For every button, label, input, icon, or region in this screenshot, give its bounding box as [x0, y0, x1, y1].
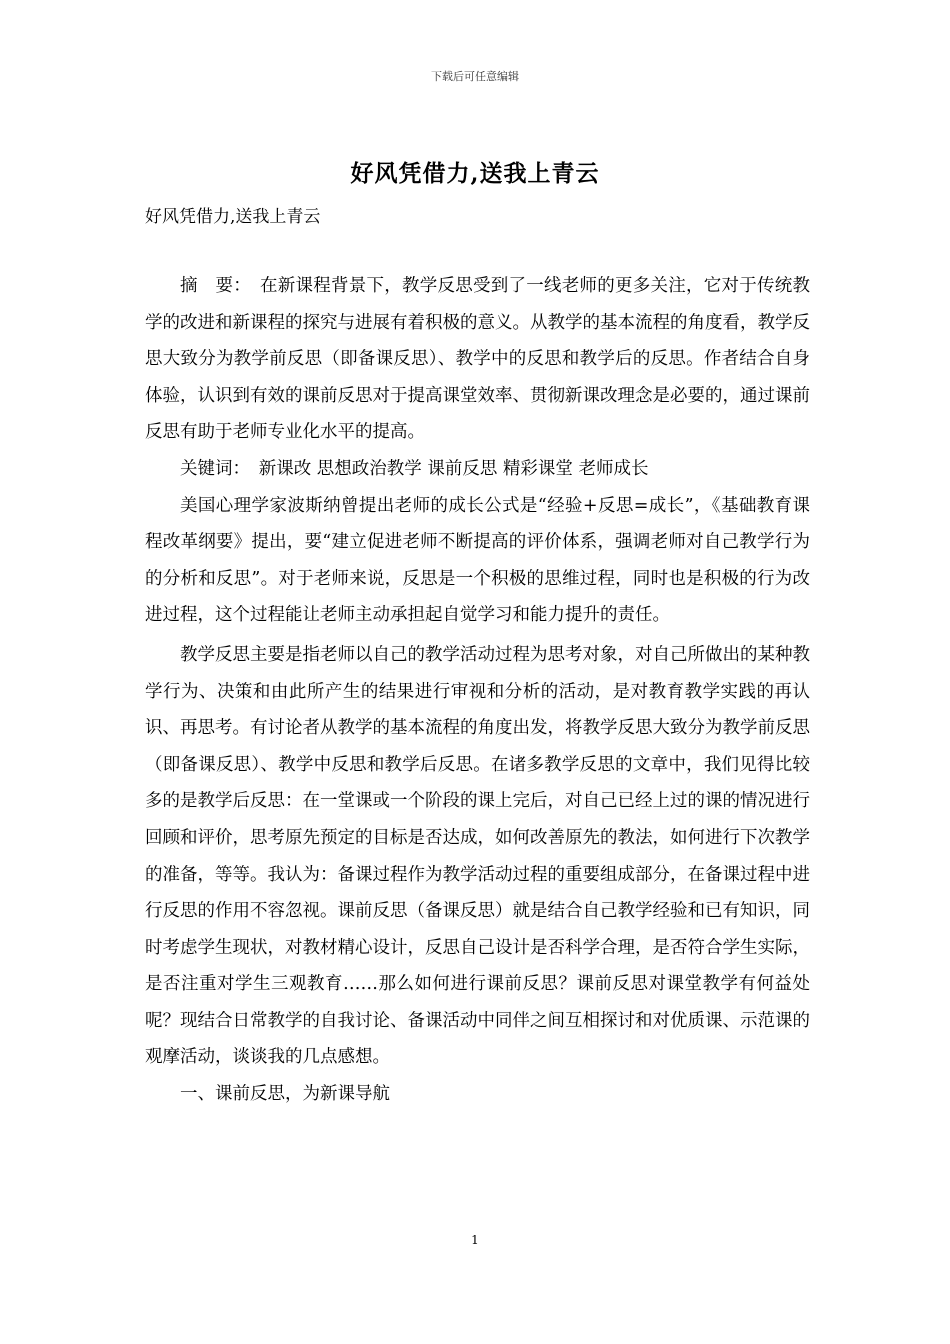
document-body: [145, 268, 810, 1113]
document-subtitle: 好风凭借力,送我上青云: [145, 207, 321, 227]
header-note: 下载后可任意编辑: [431, 70, 519, 83]
body-paragraph: 教学反思主要是指老师以自己的教学活动过程为思考对象，对自己所做出的某种教学行为、决策和由此所产生的结果进行审视和分析的活动，是对教育教学实践的再认识、再思考。有讨论者从教学的基本流程的角度出发，将教学反思大致分为教学前反思（即备课反思）、教学中反思和教学后反思。在诸多教学反思的文章中，我们见得比较多的是教学后反思：在一堂课或一个阶段的课上完后，对自己已经上过的课的情况进行回顾和评价，思考原先预定的目标是否达成，如何改善原先的教法，如何进行下次教学的准备，等等。我认为：备课过程作为教学活动过程的重要组成部分，在备课过程中进行反思的作用不容忽视。课前反思（备课反思）就是结合自己教学经验和已有知识，同时考虑学生现状，对教材精心设计，反思自己设计是否科学合理，是否符合学生实际，是否注重对学生三观教育……那么如何进行课前反思？课前反思对课堂教学有何益处呢？现结合日常教学的自我讨论、备课活动中同伴之间互相探讨和对优质课、示范课的观摩活动，谈谈我的几点感想。: [145, 644, 810, 1068]
keywords-paragraph: 关键词： 新课改 思想政治教学 课前反思 精彩课堂 老师成长: [180, 458, 649, 479]
document-title: 好风凭借力,送我上青云: [350, 160, 600, 187]
abstract-paragraph: 摘 要： 在新课程背景下，教学反思受到了一线老师的更多关注，它对于传统教学的改进和新课程的探究与进展有着积极的意义。从教学的基本流程的角度看，教学反思大致分为教学前反思（即备课反思）、教学中的反思和教学后的反思。作者结合自身体验，认识到有效的课前反思对于提高课堂效率、贯彻新课改理念是必要的，通过课前反思有助于老师专业化水平的提高。: [145, 276, 810, 443]
body-paragraph: 美国心理学家波斯纳曾提出老师的成长公式是“经验+反思=成长”，《基础教育课程改革纲要》提出，要“建立促进老师不断提高的评价体系，强调老师对自己教学行为的分析和反思”。对于老师来说，反思是一个积极的思维过程，同时也是积极的行为改进过程，这个过程能让老师主动承担起自觉学习和能力提升的责任。: [145, 495, 810, 626]
page-number: 1: [471, 1233, 479, 1247]
section-heading: 一、课前反思，为新课导航: [180, 1084, 390, 1105]
